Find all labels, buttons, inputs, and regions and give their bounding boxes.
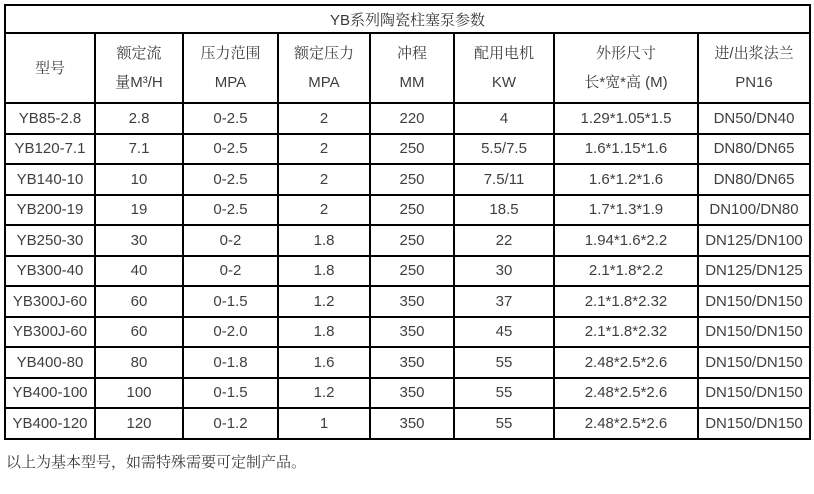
header-cell-stroke xyxy=(370,33,454,103)
cell-motor-power: 30 xyxy=(454,256,554,287)
header-line: KW xyxy=(491,74,517,91)
cell-motor-power: 55 xyxy=(454,378,554,409)
cell-model: YB200-19 xyxy=(5,195,95,226)
table-row xyxy=(5,195,810,226)
cell-pressure-range: 0-2.5 xyxy=(183,164,278,195)
header-line: 额定压力 xyxy=(293,45,354,62)
cell-rated-flow: 60 xyxy=(95,317,183,348)
cell-pressure-range: 0-2.5 xyxy=(183,103,278,134)
cell-model: YB300J-60 xyxy=(5,317,95,348)
cell-dimensions: 2.48*2.5*2.6 xyxy=(554,408,698,439)
cell-flange: DN125/DN125 xyxy=(698,256,810,287)
table-row xyxy=(5,225,810,256)
cell-pressure-range: 0-1.8 xyxy=(183,347,278,378)
cell-rated-pressure: 1.8 xyxy=(278,225,370,256)
cell-model: YB120-7.1 xyxy=(5,134,95,165)
cell-model: YB400-100 xyxy=(5,378,95,409)
cell-model: YB400-80 xyxy=(5,347,95,378)
cell-stroke: 250 xyxy=(370,195,454,226)
cell-model: YB300-40 xyxy=(5,256,95,287)
header-line: 长*宽*高 (M) xyxy=(584,74,668,91)
cell-motor-power: 55 xyxy=(454,408,554,439)
cell-flange: DN80/DN65 xyxy=(698,164,810,195)
cell-pressure-range: 0-2 xyxy=(183,256,278,287)
header-cell-pressure-range xyxy=(183,33,278,103)
cell-rated-pressure: 1.8 xyxy=(278,317,370,348)
table-row xyxy=(5,134,810,165)
header-line: MPA xyxy=(214,74,247,91)
cell-flange: DN150/DN150 xyxy=(698,347,810,378)
header-cell-rated-flow xyxy=(95,33,183,103)
table-body xyxy=(5,103,810,439)
header-line: 冲程 xyxy=(396,45,427,62)
cell-stroke: 220 xyxy=(370,103,454,134)
pump-spec-table xyxy=(4,4,811,440)
cell-rated-flow: 80 xyxy=(95,347,183,378)
cell-flange: DN150/DN150 xyxy=(698,378,810,409)
table-row xyxy=(5,378,810,409)
cell-stroke: 250 xyxy=(370,164,454,195)
cell-pressure-range: 0-1.2 xyxy=(183,408,278,439)
table-row xyxy=(5,286,810,317)
header-cell-model xyxy=(5,33,95,103)
header-row xyxy=(5,33,810,103)
cell-stroke: 250 xyxy=(370,225,454,256)
cell-rated-flow: 19 xyxy=(95,195,183,226)
cell-flange: DN150/DN150 xyxy=(698,317,810,348)
cell-stroke: 350 xyxy=(370,408,454,439)
table-row xyxy=(5,103,810,134)
header-cell-dimensions xyxy=(554,33,698,103)
cell-model: YB85-2.8 xyxy=(5,103,95,134)
cell-stroke: 250 xyxy=(370,134,454,165)
cell-rated-flow: 120 xyxy=(95,408,183,439)
cell-motor-power: 55 xyxy=(454,347,554,378)
cell-dimensions: 2.1*1.8*2.2 xyxy=(554,256,698,287)
cell-model: YB140-10 xyxy=(5,164,95,195)
cell-pressure-range: 0-1.5 xyxy=(183,378,278,409)
header-cell-motor-power xyxy=(454,33,554,103)
header-line: PN16 xyxy=(735,74,773,91)
cell-dimensions: 2.48*2.5*2.6 xyxy=(554,347,698,378)
cell-pressure-range: 0-2 xyxy=(183,225,278,256)
cell-rated-flow: 2.8 xyxy=(95,103,183,134)
cell-dimensions: 2.48*2.5*2.6 xyxy=(554,378,698,409)
cell-model: YB400-120 xyxy=(5,408,95,439)
header-line: 量M³/H xyxy=(115,74,163,91)
cell-rated-pressure: 1 xyxy=(278,408,370,439)
cell-rated-pressure: 2 xyxy=(278,134,370,165)
cell-motor-power: 45 xyxy=(454,317,554,348)
cell-flange: DN150/DN150 xyxy=(698,286,810,317)
cell-flange: DN150/DN150 xyxy=(698,408,810,439)
cell-rated-flow: 40 xyxy=(95,256,183,287)
cell-model: YB250-30 xyxy=(5,225,95,256)
cell-motor-power: 4 xyxy=(454,103,554,134)
cell-motor-power: 18.5 xyxy=(454,195,554,226)
cell-pressure-range: 0-2.0 xyxy=(183,317,278,348)
cell-pressure-range: 0-2.5 xyxy=(183,134,278,165)
cell-motor-power: 37 xyxy=(454,286,554,317)
cell-stroke: 350 xyxy=(370,347,454,378)
table-row xyxy=(5,164,810,195)
cell-model: YB300J-60 xyxy=(5,286,95,317)
cell-dimensions: 2.1*1.8*2.32 xyxy=(554,286,698,317)
cell-rated-pressure: 1.8 xyxy=(278,256,370,287)
cell-motor-power: 22 xyxy=(454,225,554,256)
header-line: 型号 xyxy=(34,59,65,77)
cell-rated-flow: 30 xyxy=(95,225,183,256)
table-row xyxy=(5,408,810,439)
cell-rated-pressure: 2 xyxy=(278,195,370,226)
cell-motor-power: 5.5/7.5 xyxy=(454,134,554,165)
cell-dimensions: 1.29*1.05*1.5 xyxy=(554,103,698,134)
cell-flange: DN80/DN65 xyxy=(698,134,810,165)
cell-pressure-range: 0-2.5 xyxy=(183,195,278,226)
cell-rated-flow: 100 xyxy=(95,378,183,409)
title-row xyxy=(5,5,810,33)
custom-products-note: 以上为基本型号，如需特殊需要可定制产品。 xyxy=(6,453,307,471)
cell-rated-pressure: 1.2 xyxy=(278,378,370,409)
table-row xyxy=(5,317,810,348)
cell-dimensions: 1.6*1.2*1.6 xyxy=(554,164,698,195)
header-cell-rated-pressure xyxy=(278,33,370,103)
cell-pressure-range: 0-1.5 xyxy=(183,286,278,317)
cell-dimensions: 1.7*1.3*1.9 xyxy=(554,195,698,226)
header-line: MM xyxy=(399,74,425,91)
cell-stroke: 350 xyxy=(370,286,454,317)
cell-motor-power: 7.5/11 xyxy=(454,164,554,195)
cell-rated-flow: 60 xyxy=(95,286,183,317)
cell-dimensions: 1.94*1.6*2.2 xyxy=(554,225,698,256)
cell-flange: DN125/DN100 xyxy=(698,225,810,256)
header-line: 压力范围 xyxy=(200,45,261,62)
header-line: 进/出浆法兰 xyxy=(714,45,794,62)
cell-stroke: 250 xyxy=(370,256,454,287)
cell-dimensions: 2.1*1.8*2.32 xyxy=(554,317,698,348)
header-line: 额定流 xyxy=(116,45,162,62)
header-cell-flange xyxy=(698,33,810,103)
header-line: 配用电机 xyxy=(473,45,534,62)
cell-stroke: 350 xyxy=(370,378,454,409)
cell-dimensions: 1.6*1.15*1.6 xyxy=(554,134,698,165)
header-line: MPA xyxy=(308,74,340,91)
cell-rated-pressure: 2 xyxy=(278,103,370,134)
table-row xyxy=(5,347,810,378)
cell-rated-pressure: 1.2 xyxy=(278,286,370,317)
table-row xyxy=(5,256,810,287)
cell-rated-pressure: 2 xyxy=(278,164,370,195)
header-line: 外形尺寸 xyxy=(595,45,656,62)
cell-rated-pressure: 1.6 xyxy=(278,347,370,378)
cell-rated-flow: 7.1 xyxy=(95,134,183,165)
table-title: YB系列陶瓷柱塞泵参数 xyxy=(5,5,810,33)
cell-rated-flow: 10 xyxy=(95,164,183,195)
cell-flange: DN50/DN40 xyxy=(698,103,810,134)
cell-stroke: 350 xyxy=(370,317,454,348)
cell-flange: DN100/DN80 xyxy=(698,195,810,226)
